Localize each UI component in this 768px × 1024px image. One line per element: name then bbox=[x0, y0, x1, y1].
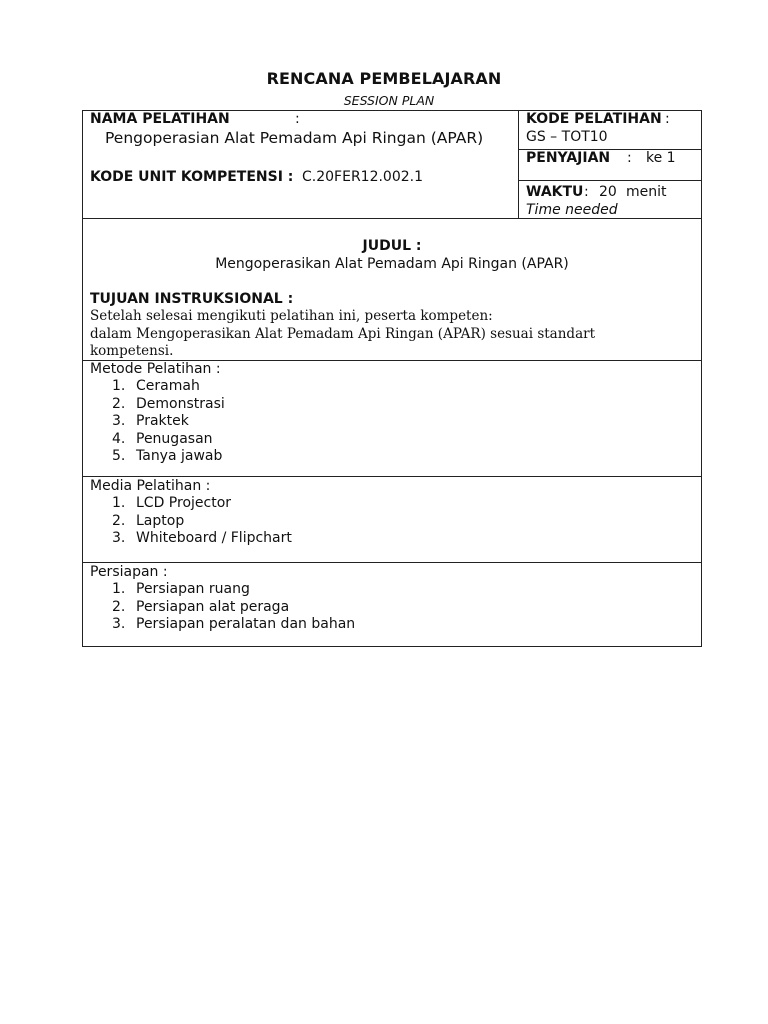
waktu-colon: : bbox=[584, 184, 589, 200]
judul-value: Mengoperasikan Alat Pemadam Api Ringan (APAR) bbox=[215, 256, 569, 272]
list-text: Demonstrasi bbox=[136, 395, 225, 412]
media-list bbox=[112, 495, 292, 548]
penyajian-divider bbox=[518, 180, 702, 181]
kode-pelatihan-value: GS – TOT10 bbox=[526, 129, 608, 145]
list-text: Tanya jawab bbox=[136, 448, 223, 464]
list-item bbox=[112, 413, 225, 431]
nama-pelatihan-label: NAMA PELATIHAN bbox=[90, 111, 230, 127]
metode-label: Metode Pelatihan : bbox=[90, 361, 221, 377]
waktu-value: 20 bbox=[599, 184, 617, 200]
list-text: Penugasan bbox=[136, 430, 213, 447]
list-number: 3. bbox=[112, 413, 126, 429]
kode-pelatihan-label: KODE PELATIHAN bbox=[526, 111, 662, 127]
list-item bbox=[112, 581, 355, 599]
penyajian-label: PENYAJIAN bbox=[526, 150, 611, 166]
media-bottom-divider bbox=[82, 562, 702, 563]
list-number: 2. bbox=[112, 395, 126, 412]
list-text: Laptop bbox=[136, 512, 185, 529]
document-subtitle: SESSION PLAN bbox=[343, 93, 435, 108]
tujuan-line-3: kompetensi. bbox=[90, 343, 174, 359]
list-number: 5. bbox=[112, 448, 126, 464]
kode-unit-value: C.20FER12.002.1 bbox=[302, 169, 424, 185]
list-number: 2. bbox=[112, 598, 126, 615]
kode-unit-label: KODE UNIT KOMPETENSI : bbox=[90, 169, 294, 185]
list-text: LCD Projector bbox=[136, 495, 232, 511]
nama-pelatihan-value: Pengoperasian Alat Pemadam Api Ringan (APAR) bbox=[105, 129, 484, 147]
kode-pelatihan-colon: : bbox=[665, 111, 670, 127]
list-number: 3. bbox=[112, 616, 126, 632]
list-number: 2. bbox=[112, 512, 126, 529]
media-label: Media Pelatihan : bbox=[90, 478, 211, 494]
list-item bbox=[112, 530, 292, 548]
list-text: Praktek bbox=[136, 413, 189, 429]
list-item bbox=[112, 431, 225, 449]
persiapan-label: Persiapan : bbox=[90, 564, 168, 580]
list-text: Persiapan peralatan dan bahan bbox=[136, 616, 356, 632]
list-number: 4. bbox=[112, 430, 126, 447]
list-item bbox=[112, 599, 355, 617]
nama-pelatihan-colon: : bbox=[295, 111, 300, 127]
document-title: RENCANA PEMBELAJARAN bbox=[266, 69, 502, 88]
list-text: Persiapan alat peraga bbox=[136, 598, 290, 615]
list-item bbox=[112, 448, 225, 466]
list-item bbox=[112, 378, 225, 396]
penyajian-colon: : bbox=[627, 150, 632, 166]
metode-bottom-divider bbox=[82, 476, 702, 477]
list-item bbox=[112, 616, 355, 634]
time-needed-label: Time needed bbox=[526, 202, 618, 218]
header-column-divider bbox=[518, 110, 519, 218]
list-item bbox=[112, 396, 225, 414]
list-item bbox=[112, 495, 292, 513]
judul-label: JUDUL : bbox=[362, 238, 422, 254]
list-number: 1. bbox=[112, 581, 126, 597]
tujuan-line-2: dalam Mengoperasikan Alat Pemadam Api Ringan (APAR) sesuai standart bbox=[90, 326, 595, 342]
list-text: Ceramah bbox=[136, 378, 200, 394]
list-number: 3. bbox=[112, 530, 126, 546]
list-number: 1. bbox=[112, 495, 126, 511]
tujuan-line-1: Setelah selesai mengikuti pelatihan ini, peserta kompeten: bbox=[90, 308, 493, 324]
list-text: Persiapan ruang bbox=[136, 581, 250, 597]
tujuan-label: TUJUAN INSTRUKSIONAL : bbox=[90, 291, 294, 307]
penyajian-value: ke 1 bbox=[646, 150, 676, 166]
metode-list bbox=[112, 378, 225, 466]
waktu-unit: menit bbox=[626, 184, 667, 200]
waktu-label: WAKTU bbox=[526, 184, 584, 200]
persiapan-list bbox=[112, 581, 355, 634]
list-number: 1. bbox=[112, 378, 126, 394]
list-text: Whiteboard / Flipchart bbox=[136, 530, 292, 546]
list-item bbox=[112, 513, 292, 531]
